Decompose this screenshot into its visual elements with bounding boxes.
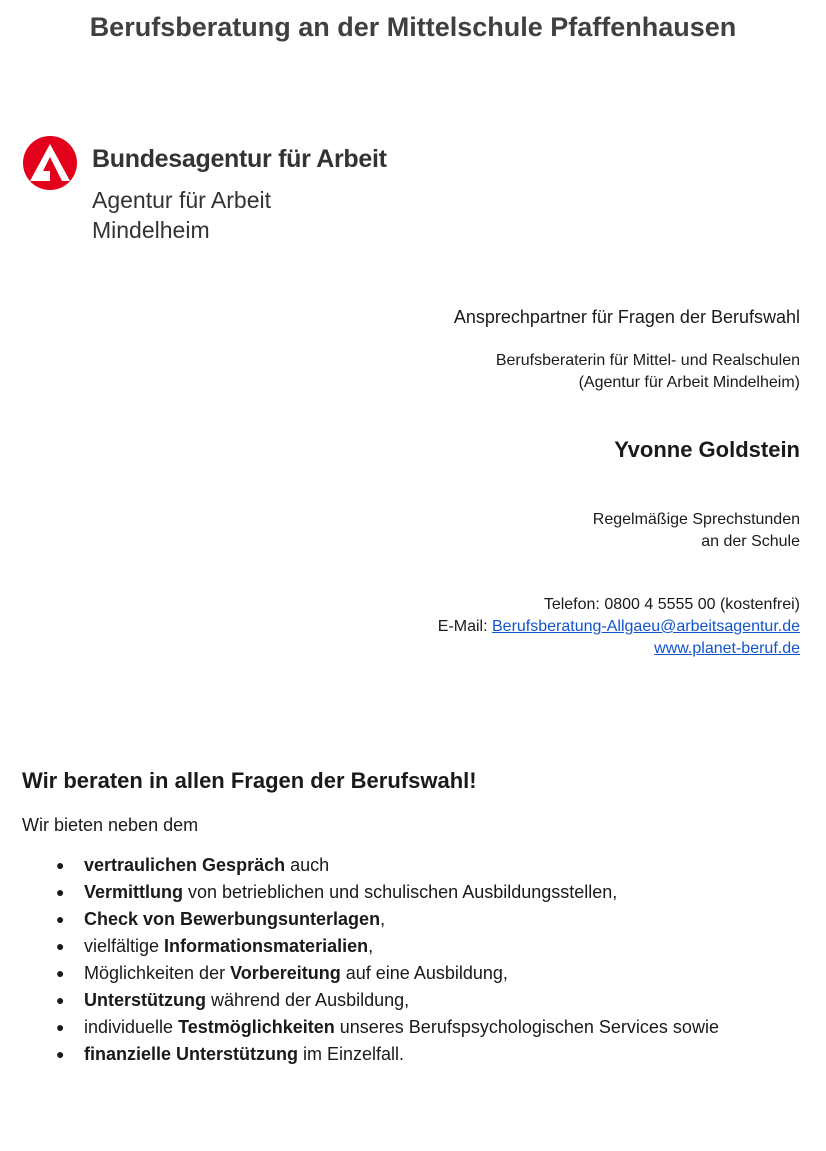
services-list	[22, 852, 782, 1068]
agency-logo	[22, 133, 442, 248]
phone-number: Telefon: 0800 4 5555 00 (kostenfrei)	[543, 596, 800, 613]
bullet-icon: ●	[56, 1046, 65, 1062]
email-row	[438, 616, 800, 638]
bullet-icon: ●	[56, 1019, 65, 1035]
section-heading: Wir beraten in allen Fragen der Berufswahl!	[22, 768, 477, 793]
bullet-icon: ●	[56, 857, 65, 873]
list-item: ● Check von Bewerbungsunterlagen,	[22, 906, 782, 933]
page-title: Berufsberatung an der Mittelschule Pfaffenhausen	[89, 12, 737, 42]
list-item: ● vertraulichen Gespräch auch	[22, 852, 782, 879]
agency-logo-icon	[22, 135, 78, 191]
bullet-icon: ●	[56, 911, 65, 927]
contact-heading: Ansprechpartner für Fragen der Berufswahl	[453, 307, 800, 327]
list-item: ● vielfältige Informationsmaterialien,	[22, 933, 782, 960]
office-hours	[593, 509, 800, 553]
contact-name: Yvonne Goldstein	[614, 437, 800, 462]
bullet-icon: ●	[56, 992, 65, 1008]
email-link[interactable]: Berufsberatung-Allgaeu@arbeitsagentur.de	[492, 618, 800, 635]
bullet-icon: ●	[56, 884, 65, 900]
section-intro: Wir bieten neben dem	[22, 815, 199, 835]
agency-location: Mindelheim	[92, 217, 210, 243]
bullet-icon: ●	[56, 965, 65, 981]
office-hours-line1: Regelmäßige Sprechstunden	[592, 511, 800, 528]
list-item: ● individuelle Testmöglichkeiten unseres Berufspsychologischen Services sowie	[22, 1014, 782, 1041]
list-item: ● Möglichkeiten der Vorbereitung auf eine Ausbildung,	[22, 960, 782, 987]
agency-name: Bundesagentur für Arbeit	[92, 145, 387, 173]
email-label: E-Mail:	[437, 618, 492, 635]
list-item: ● Unterstützung während der Ausbildung,	[22, 987, 782, 1014]
bullet-icon: ●	[56, 938, 65, 954]
contact-role	[496, 350, 800, 394]
office-hours-line2: an der Schule	[701, 533, 800, 550]
contact-role-line2: (Agentur für Arbeit Mindelheim)	[578, 374, 800, 391]
list-item: ● Vermittlung von betrieblichen und schulischen Ausbildungsstellen,	[22, 879, 782, 906]
contact-details	[438, 594, 800, 660]
contact-role-line1: Berufsberaterin für Mittel- und Realschulen	[495, 352, 800, 369]
agency-subtitle: Agentur für Arbeit	[92, 187, 271, 213]
website-link[interactable]: www.planet-beruf.de	[654, 640, 800, 657]
list-item: ● finanzielle Unterstützung im Einzelfall.	[22, 1041, 782, 1068]
